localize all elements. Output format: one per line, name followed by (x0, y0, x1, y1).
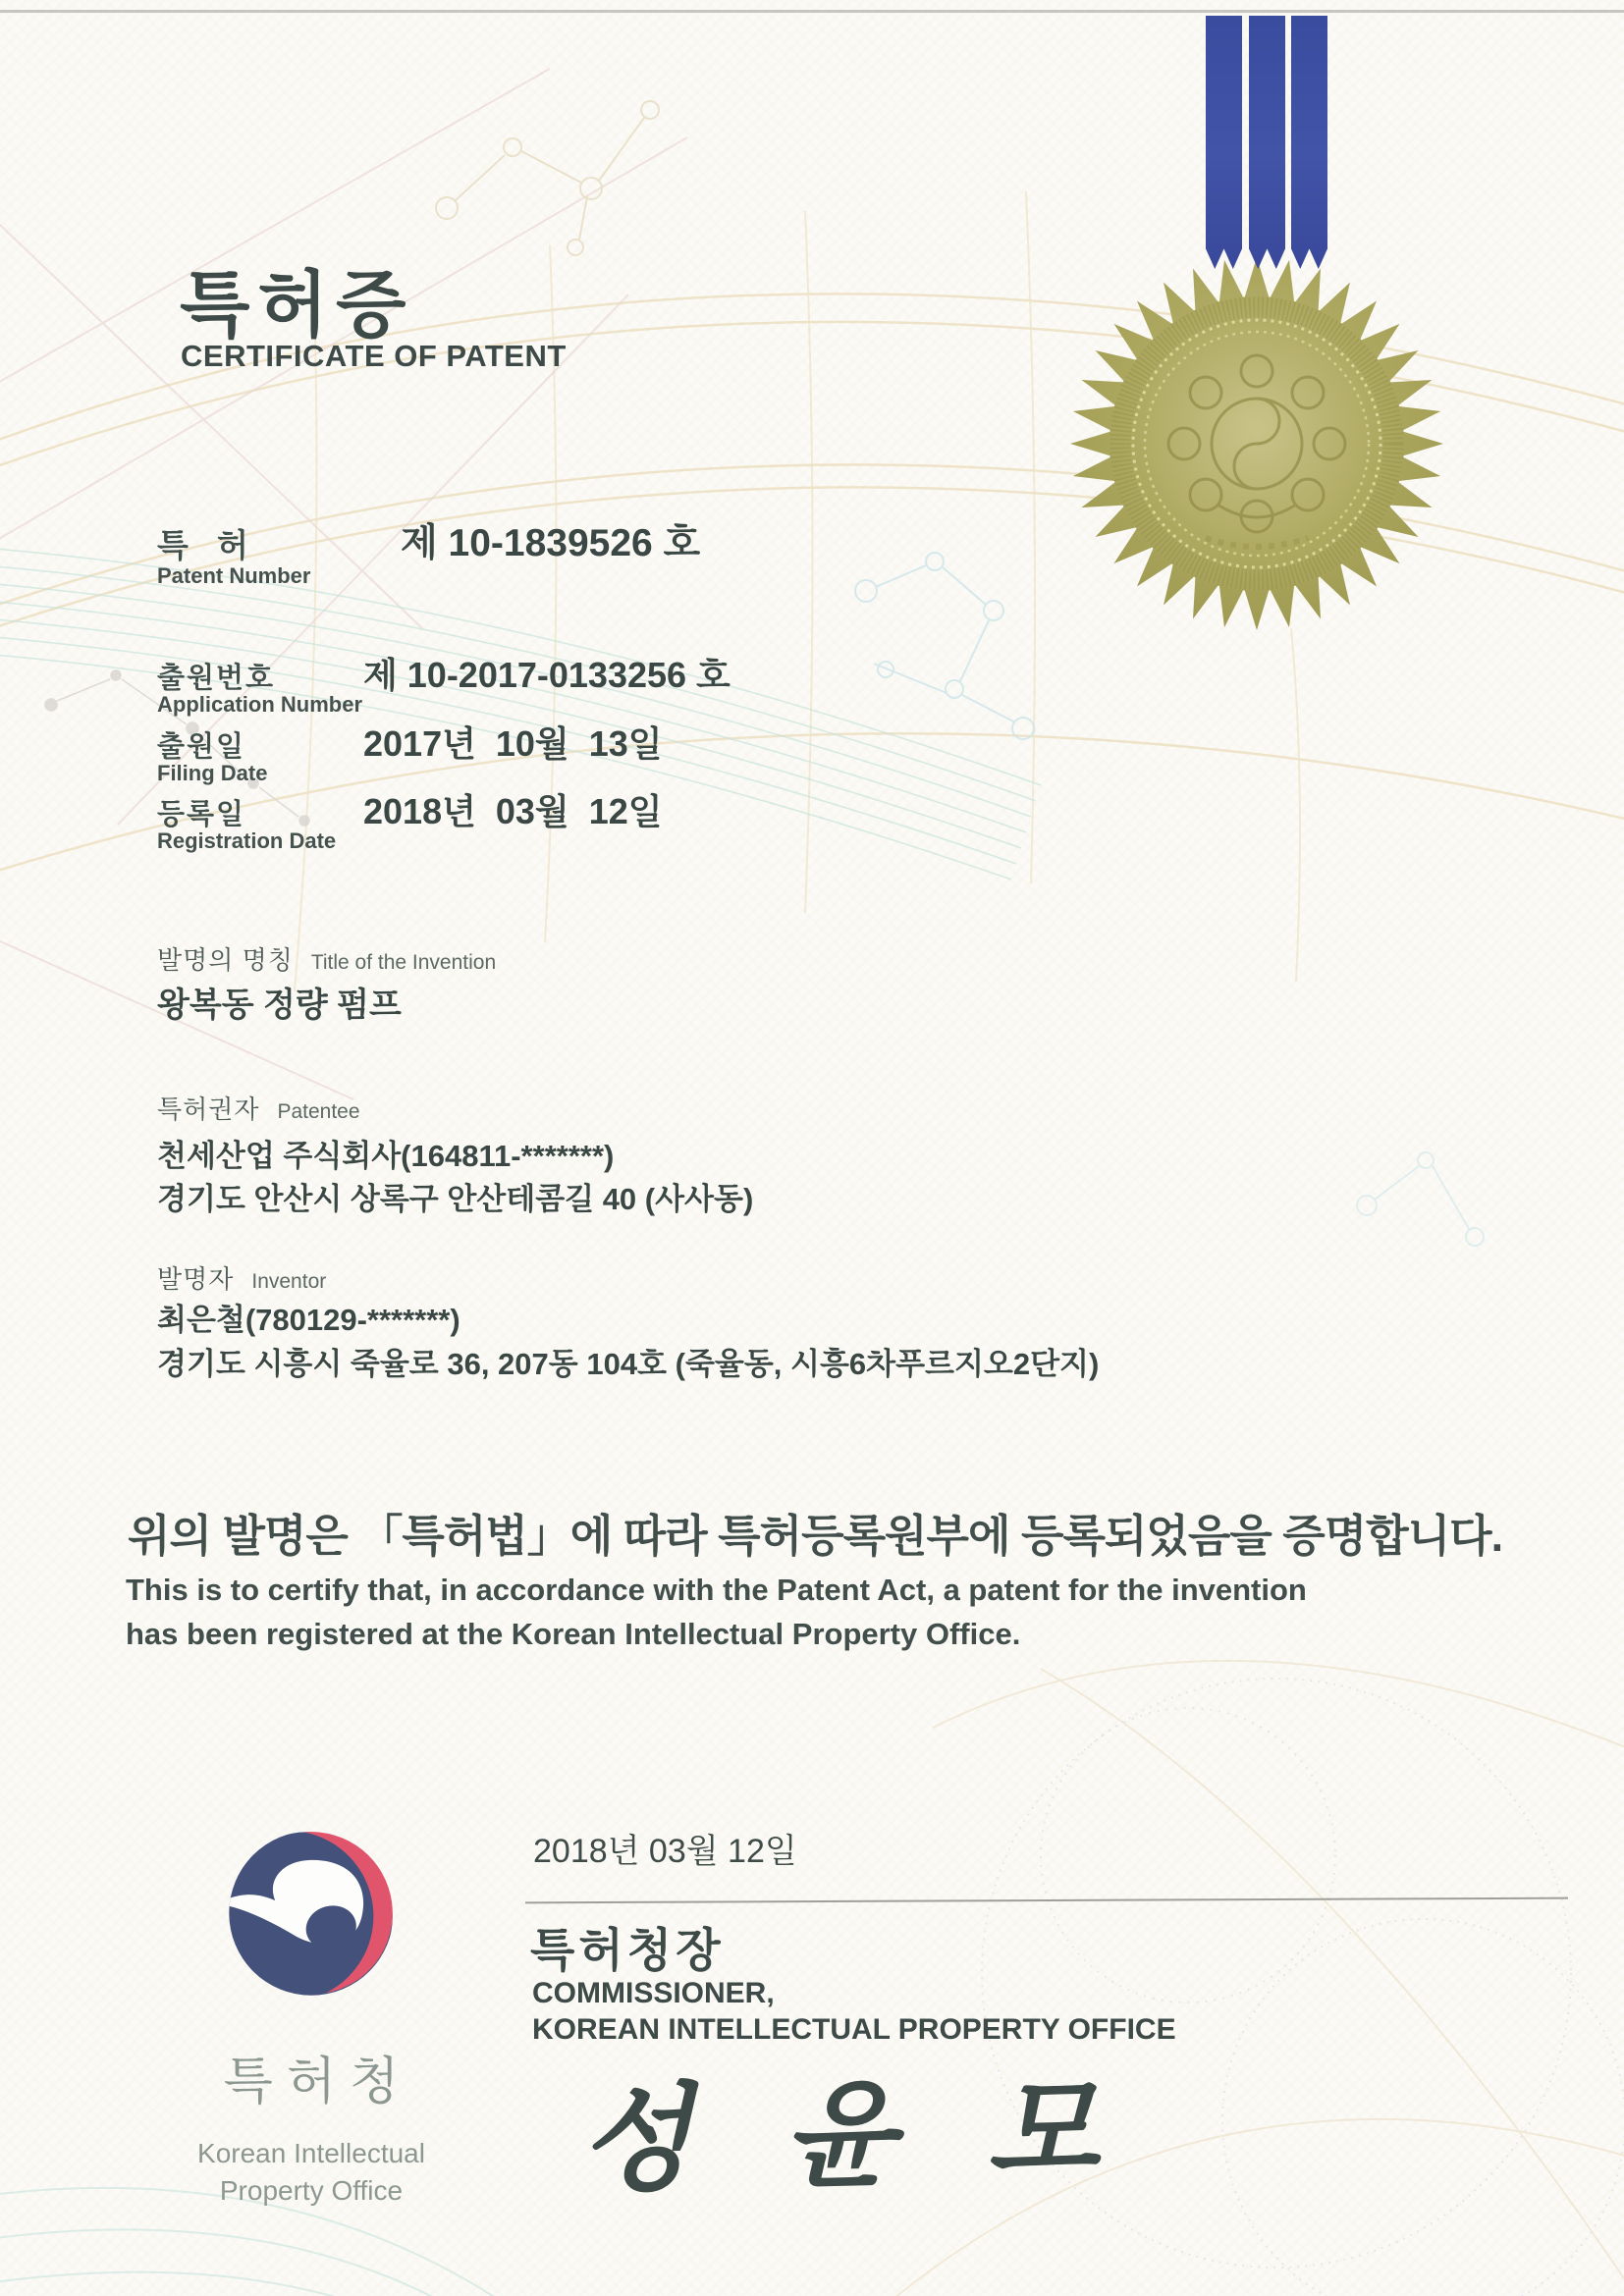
invention-label-ko: 발명의 명칭 (157, 945, 294, 975)
field-label-ko: 출원번호 (157, 663, 276, 694)
office-name-en-line2: Property Office (219, 2175, 404, 2206)
field-value: 제 10-2017-0133256 호 (363, 655, 731, 695)
invention-label-en: Title of the Invention (310, 951, 497, 974)
field-label-en: Filing Date (157, 761, 268, 785)
page-subtitle: CERTIFICATE OF PATENT (181, 339, 567, 373)
commissioner-title-en-line2: KOREAN INTELLECTUAL PROPERTY OFFICE (532, 2013, 1176, 2046)
ribbon (1206, 16, 1327, 269)
ribbon-stripe (1206, 16, 1242, 269)
field-label-en: Patent Number (157, 563, 311, 588)
statement-english-line1: This is to certify that, in accordance with the Patent Act, a patent for the invention (126, 1573, 1307, 1607)
commissioner-title-en-line1: COMMISSIONER, (532, 1977, 775, 2009)
invention-label (157, 940, 496, 977)
patentee-label (157, 1090, 360, 1126)
field-label-en: Registration Date (157, 828, 337, 853)
office-name-en-line1: Korean Intellectual (197, 2138, 425, 2168)
inventor-label-ko: 발명자 (157, 1264, 235, 1294)
page-title: 특허증 (180, 264, 414, 346)
patentee-label-ko: 특허권자 (157, 1095, 260, 1124)
ribbon-stripe (1249, 16, 1285, 269)
field-value: 제 10-1839526 호 (401, 522, 701, 564)
kipo-taegeuk-logo-icon (221, 1822, 402, 2004)
field-value: 2017년 10월 13일 (363, 723, 663, 764)
office-name-ko: 특허청 (223, 2054, 413, 2110)
inventor-address: 경기도 시흥시 죽율로 36, 207동 104호 (죽율동, 시흥6차푸르지오2단지) (157, 1347, 1100, 1381)
inventor-name: 최은철(780129-*******) (157, 1303, 460, 1337)
statement-english-line2: has been registered at the Korean Intellectual Property Office. (126, 1617, 1021, 1651)
issue-date: 2018년 03월 12일 (533, 1833, 797, 1870)
field-value: 2018년 03월 12일 (363, 791, 663, 831)
patentee-address: 경기도 안산시 상록구 안산테콤길 40 (사사동) (157, 1182, 754, 1216)
scan-artifact-line (0, 10, 1624, 13)
inventor-label-en: Inventor (251, 1270, 327, 1293)
field-label-ko: 등록일 (157, 799, 246, 830)
field-label-en: Application Number (157, 692, 363, 717)
patentee-name: 천세산업 주식회사(164811-*******) (157, 1139, 615, 1173)
commissioner-title-ko: 특허청장 (530, 1924, 725, 1976)
field-label-ko: 출원일 (157, 731, 246, 763)
invention-title: 왕복동 정량 펌프 (157, 987, 402, 1024)
patentee-label-en: Patentee (277, 1100, 360, 1123)
gold-seal (1070, 257, 1443, 630)
field-label-ko: 특 허 (157, 527, 258, 563)
statement-korean: 위의 발명은 「특허법」에 따라 특허등록원부에 등록되었음을 증명합니다. (128, 1511, 1503, 1561)
office-name-en (128, 2135, 495, 2210)
ribbon-stripe (1291, 16, 1327, 269)
kipo-office-block (128, 1822, 495, 2210)
commissioner-signature: 성 윤 모 (577, 2060, 1125, 2209)
inventor-label (157, 1259, 326, 1296)
